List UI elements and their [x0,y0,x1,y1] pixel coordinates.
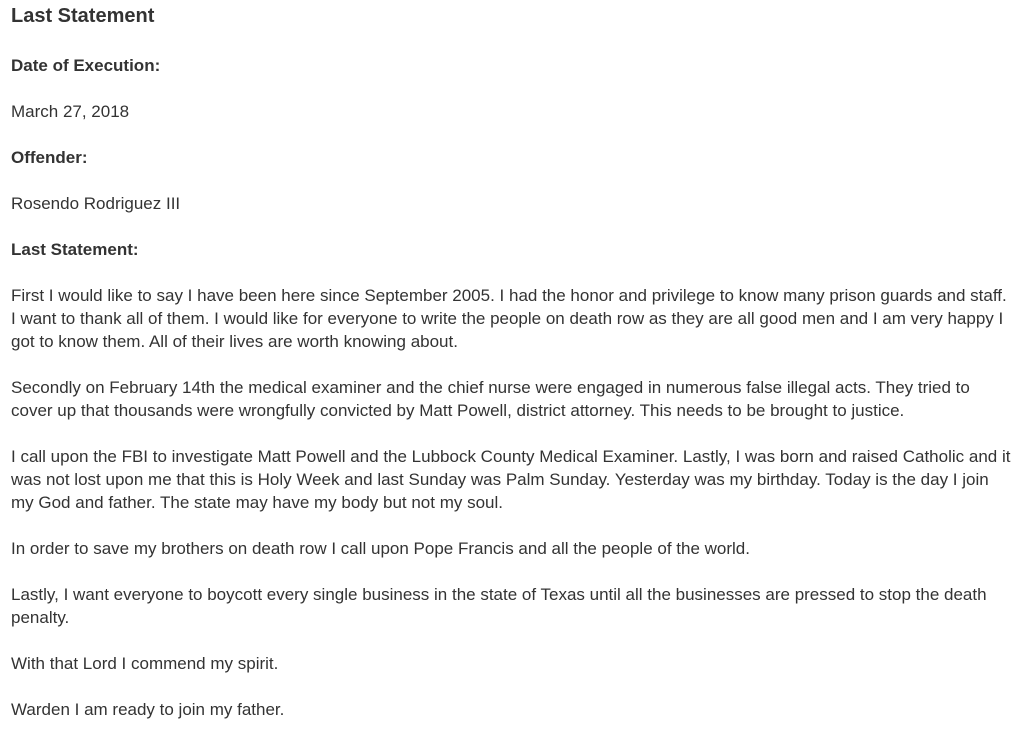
statement-paragraph: In order to save my brothers on death row I call upon Pope Francis and all the people of the world. [11,539,750,558]
offender-label: Offender: [11,148,88,167]
statement-paragraph: I call upon the FBI to investigate Matt Powell and the Lubbock County Medical Examiner. Lastly, I was born and raised Catholic and it was not lost upon me that this is Holy Week and last Sunday was Palm Sunday. Yesterday was my birthday. Today is the day I join my God and father. The state may have my body but not my soul. [11,447,1011,512]
statement-paragraph: Secondly on February 14th the medical examiner and the chief nurse were engaged in numerous false illegal acts. They tried to cover up that thousands were wrongfully convicted by Matt Powell, district attorney. This needs to be brought to justice. [11,378,970,420]
statement-paragraph: With that Lord I commend my spirit. [11,654,279,673]
offender-value: Rosendo Rodriguez III [11,194,181,213]
statement-paragraph: Lastly, I want everyone to boycott every single business in the state of Texas until all the businesses are pressed to stop the death penalty. [11,585,987,627]
date-label: Date of Execution: [11,56,161,75]
page-title: Last Statement [11,5,155,27]
statement-paragraph: First I would like to say I have been here since September 2005. I had the honor and privilege to know many prison guards and staff. I want to thank all of them. I would like for everyone to write the people on death row as they are all good men and I am very happy I got to know them. All of their lives are worth knowing about. [11,286,1007,351]
statement-label: Last Statement: [11,240,139,259]
statement-paragraph: Warden I am ready to join my father. [11,700,285,719]
date-value: March 27, 2018 [11,102,130,121]
